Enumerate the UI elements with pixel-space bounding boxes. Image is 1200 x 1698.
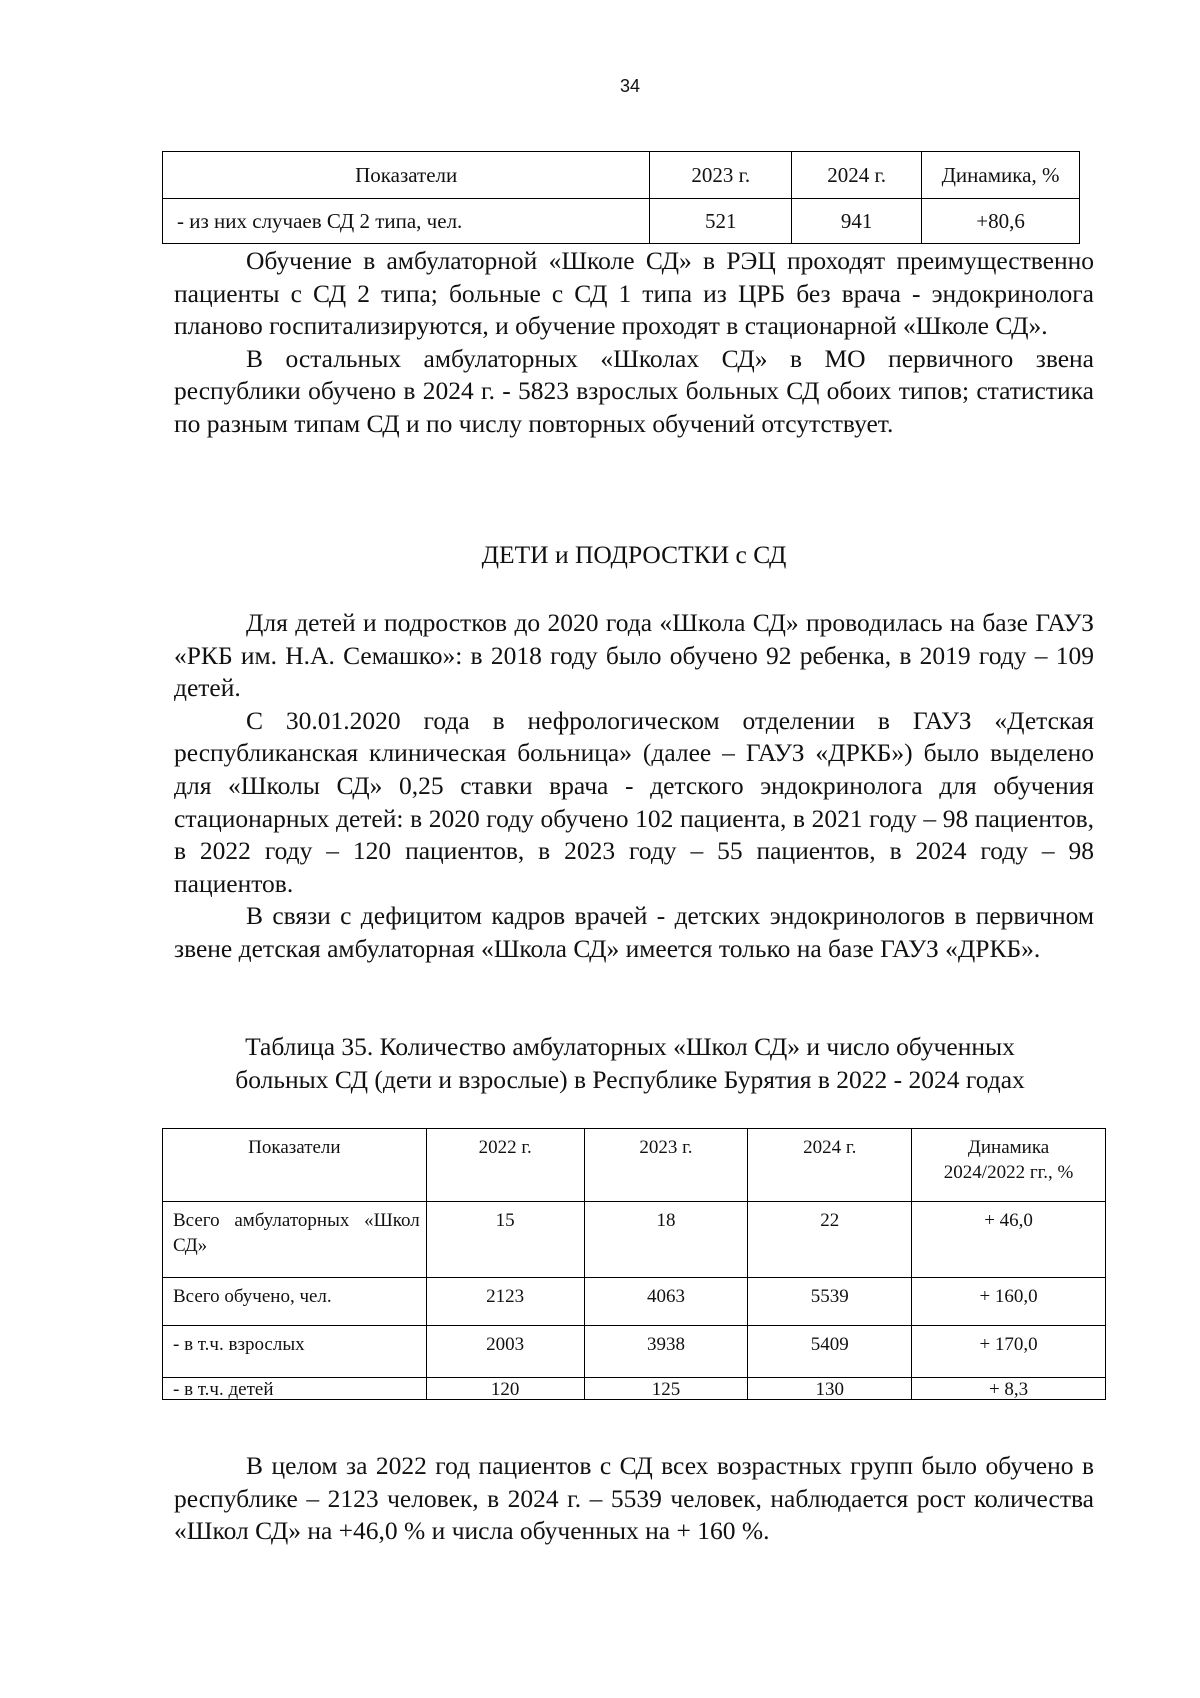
table-cell: 120 bbox=[426, 1378, 584, 1400]
table-cell: + 46,0 bbox=[912, 1202, 1106, 1278]
table-row bbox=[163, 1378, 1106, 1400]
header-cell: Динамика, % bbox=[922, 152, 1080, 199]
header-cell: 2023 г. bbox=[584, 1129, 748, 1202]
table-cell: 5409 bbox=[748, 1326, 912, 1378]
header-cell: Показатели bbox=[163, 152, 650, 199]
table-cell: Всего обучено, чел. bbox=[163, 1278, 427, 1326]
table-cell: - из них случаев СД 2 типа, чел. bbox=[163, 199, 650, 244]
top-table bbox=[162, 151, 1080, 244]
header-cell: 2022 г. bbox=[426, 1129, 584, 1202]
table-35 bbox=[162, 1128, 1106, 1400]
table-row bbox=[163, 199, 1080, 244]
caption-line: Таблица 35. Количество амбулаторных «Школ СД» и число обученных bbox=[245, 1032, 1015, 1061]
table-row bbox=[163, 1202, 1106, 1278]
section-heading: ДЕТИ и ПОДРОСТКИ с СД bbox=[481, 540, 787, 569]
table-cell: 941 bbox=[792, 199, 922, 244]
table-cell: 15 bbox=[426, 1202, 584, 1278]
table-cell: 2123 bbox=[426, 1278, 584, 1326]
header-cell: 2023 г. bbox=[650, 152, 792, 199]
table-cell: 125 bbox=[584, 1378, 748, 1400]
table-cell: 5539 bbox=[748, 1278, 912, 1326]
table-cell: + 170,0 bbox=[912, 1326, 1106, 1378]
table-cell: + 160,0 bbox=[912, 1278, 1106, 1326]
section-schools-text bbox=[174, 245, 1094, 441]
header-cell: Показатели bbox=[163, 1129, 427, 1202]
table-cell: Всего амбулаторных «Школ СД» bbox=[163, 1202, 427, 1278]
header-line: Динамика bbox=[967, 1137, 1050, 1158]
table-header-row bbox=[163, 1129, 1106, 1202]
table-cell: 4063 bbox=[584, 1278, 748, 1326]
table-cell: 18 bbox=[584, 1202, 748, 1278]
header-cell: 2024 г. bbox=[792, 152, 922, 199]
paragraph: В связи с дефицитом кадров врачей - детских эндокринологов в первичном звене детская амбулаторная «Школа СД» имеется только на базе ГАУЗ «ДРКБ». bbox=[174, 901, 1094, 963]
conclusion-text bbox=[174, 1450, 1094, 1548]
paragraph: С 30.01.2020 года в нефрологическом отделении в ГАУЗ «Детская республиканская клиническая больница» (далее – ГАУЗ «ДРКБ») было выделено для «Школы СД» 0,25 ставки врача - детского эндокринолога для обучения стационарных детей: в 2020 году обучено 102 пациента, в 2021 году – 98 пациентов, в 2022 году – 120 пациентов, в 2023 году – 55 пациентов, в 2024 году – 98 пациентов. bbox=[174, 705, 1094, 898]
header-line: 2024/2022 гг., % bbox=[943, 1162, 1074, 1183]
paragraph: Для детей и подростков до 2020 года «Школа СД» проводилась на базе ГАУЗ «РКБ им. Н.А. Семашко»: в 2018 году было обучено 92 ребенка, в 2019 году – 109 детей. bbox=[174, 608, 1094, 703]
table-caption bbox=[160, 1030, 1100, 1096]
table-header-row bbox=[163, 152, 1080, 199]
page-number: 34 bbox=[619, 76, 641, 96]
caption-line: больных СД (дети и взрослые) в Республике Бурятия в 2022 - 2024 годах bbox=[235, 1065, 1025, 1094]
table-cell: - в т.ч. взрослых bbox=[163, 1326, 427, 1378]
table-cell: - в т.ч. детей bbox=[163, 1378, 427, 1400]
section-children-text bbox=[174, 607, 1094, 966]
table-cell: 521 bbox=[650, 199, 792, 244]
paragraph: В остальных амбулаторных «Школах СД» в МО первичного звена республики обучено в 2024 г. - 5823 взрослых больных СД обоих типов; статистика по разным типам СД и по числу повторных обучений отсутствует. bbox=[174, 343, 1094, 438]
table-cell: +80,6 bbox=[922, 199, 1080, 244]
header-cell: 2024 г. bbox=[748, 1129, 912, 1202]
header-cell bbox=[912, 1129, 1106, 1202]
table-cell: 2003 bbox=[426, 1326, 584, 1378]
table-row bbox=[163, 1278, 1106, 1326]
table-cell: 22 bbox=[748, 1202, 912, 1278]
paragraph: В целом за 2022 год пациентов с СД всех возрастных групп было обучено в республике – 2123 человек, в 2024 г. – 5539 человек, наблюдается рост количества «Школ СД» на +46,0 % и числа обученных на + 160 %. bbox=[174, 1451, 1094, 1546]
table-cell: 3938 bbox=[584, 1326, 748, 1378]
table-cell: + 8,3 bbox=[912, 1378, 1106, 1400]
table-cell: 130 bbox=[748, 1378, 912, 1400]
table-row bbox=[163, 1326, 1106, 1378]
paragraph: Обучение в амбулаторной «Школе СД» в РЭЦ проходят преимущественно пациенты с СД 2 типа; больные с СД 1 типа из ЦРБ без врача - эндокринолога планово госпитализируются, и обучение проходят в стационарной «Школе СД». bbox=[174, 246, 1094, 341]
